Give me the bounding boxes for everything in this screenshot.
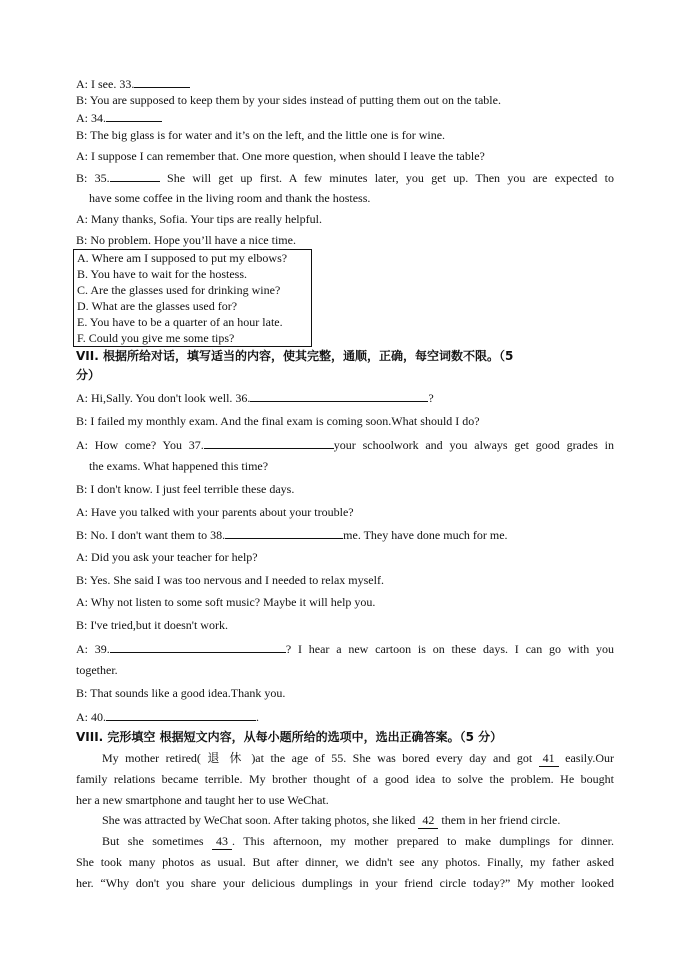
dialogue-line xyxy=(76,640,614,657)
dialogue-line: have some coffee in the living room and thank the hostess. xyxy=(89,191,371,205)
answer-blank-36[interactable] xyxy=(250,389,428,402)
dialogue-line: A: I suppose I can remember that. One more question, when should I leave the table? xyxy=(76,149,485,163)
line-text: them in her friend circle. xyxy=(438,813,561,827)
option-d: D. What are the glasses used for? xyxy=(77,299,238,313)
dialogue-line: B: Yes. She said I was too nervous and I needed to relax myself. xyxy=(76,573,384,587)
dialogue-line: B: That sounds like a good idea.Thank you. xyxy=(76,686,286,700)
section-heading: VII. 根据所给对话，填写适当的内容，使其完整，通顺，正确，每空词数不限。（5 xyxy=(76,349,514,363)
dialogue-line xyxy=(76,169,614,186)
line-text: ? xyxy=(428,391,434,405)
passage-line xyxy=(102,812,614,829)
passage-line xyxy=(102,750,614,767)
dialogue-line: A: Many thanks, Sofia. Your tips are really helpful. xyxy=(76,212,322,226)
dialogue-line xyxy=(76,526,614,543)
dialogue-line: together. xyxy=(76,663,118,677)
passage-line xyxy=(102,833,614,850)
line-text: A: How come? You 37. xyxy=(76,438,204,452)
dialogue-line xyxy=(76,436,614,453)
dialogue-line: B: The big glass is for water and it’s on the left, and the little one is for wine. xyxy=(76,128,446,142)
dialogue-line: the exams. What happened this time? xyxy=(89,459,269,473)
blank-number-42[interactable]: 42 xyxy=(418,812,438,829)
section-heading: 分） xyxy=(76,368,101,382)
section-heading: VIII. 完形填空 根据短文内容，从每小题所给的选项中，选出正确答案。（5 分） xyxy=(76,730,503,744)
line-text: B: No. I don't want them to 38. xyxy=(76,528,226,542)
option-e: E. You have to be a quarter of an hour late. xyxy=(77,315,283,329)
option-c: C. Are the glasses used for drinking wine? xyxy=(77,283,281,297)
line-text: . xyxy=(256,710,259,724)
line-text: ? I hear a new cartoon is on these days. I can go with you xyxy=(285,642,614,656)
line-text: . This afternoon, my mother prepared to make dumplings for dinner. xyxy=(232,834,614,848)
passage-line: family relations became terrible. My brother thought of a good idea to solve the problem. He bought xyxy=(76,772,614,786)
line-text: easily.Our xyxy=(558,751,614,765)
dialogue-line: B: You are supposed to keep them by your sides instead of putting them out on the table. xyxy=(76,93,501,107)
options-box xyxy=(73,249,312,347)
answer-blank-38[interactable] xyxy=(225,526,343,539)
blank-number-41[interactable]: 41 xyxy=(539,750,559,767)
dialogue-line: B: I've tried,but it doesn't work. xyxy=(76,618,228,632)
line-text: A: 34. xyxy=(76,111,106,125)
line-text: A: 39. xyxy=(76,642,110,656)
line-text: B: 35. xyxy=(76,171,110,185)
dialogue-line: A: Why not listen to some soft music? Maybe it will help you. xyxy=(76,595,376,609)
option-a: A. Where am I supposed to put my elbows? xyxy=(77,251,288,265)
line-text: me. They have done much for me. xyxy=(343,528,508,542)
dialogue-line xyxy=(76,109,614,126)
answer-blank-40[interactable] xyxy=(106,708,256,721)
dialogue-line xyxy=(76,708,614,725)
line-text: She will get up first. A few minutes later, you get up. Then you are expected to xyxy=(159,171,615,185)
line-text: My mother retired( 退 休 )at the age of 55. She was bored every day and got xyxy=(102,751,539,765)
line-text: She was attracted by WeChat soon. After taking photos, she liked xyxy=(102,813,419,827)
dialogue-line: B: I don't know. I just feel terrible these days. xyxy=(76,482,295,496)
dialogue-line xyxy=(76,389,614,406)
line-text: A: 40. xyxy=(76,710,106,724)
passage-line: her. “Why don't you share your delicious dumplings in your friend circle today?” My mother looked xyxy=(76,876,614,890)
passage-line: her a new smartphone and taught her to use WeChat. xyxy=(76,793,329,807)
dialogue-line: B: No problem. Hope you’ll have a nice time. xyxy=(76,233,296,247)
answer-blank-33[interactable] xyxy=(134,75,190,88)
dialogue-line: A: Did you ask your teacher for help? xyxy=(76,550,258,564)
answer-blank-34[interactable] xyxy=(106,109,162,122)
answer-blank-37[interactable] xyxy=(204,436,334,449)
answer-blank-39[interactable] xyxy=(110,640,286,653)
answer-blank-35[interactable] xyxy=(110,169,160,182)
option-f: F. Could you give me some tips? xyxy=(77,331,235,345)
dialogue-line: A: Have you talked with your parents about your trouble? xyxy=(76,505,354,519)
line-text: your schoolwork and you always get good grades in xyxy=(333,438,614,452)
line-text: A: I see. 33. xyxy=(76,77,135,91)
dialogue-line xyxy=(76,75,614,92)
option-b: B. You have to wait for the hostess. xyxy=(77,267,247,281)
blank-number-43[interactable]: 43 xyxy=(212,833,232,850)
line-text: A: Hi,Sally. You don't look well. 36. xyxy=(76,391,251,405)
passage-line: She took many photos as usual. But after dinner, we didn't see any photos. Finally, my father asked xyxy=(76,855,614,869)
dialogue-line: B: I failed my monthly exam. And the final exam is coming soon.What should I do? xyxy=(76,414,480,428)
line-text: But she sometimes xyxy=(102,834,213,848)
